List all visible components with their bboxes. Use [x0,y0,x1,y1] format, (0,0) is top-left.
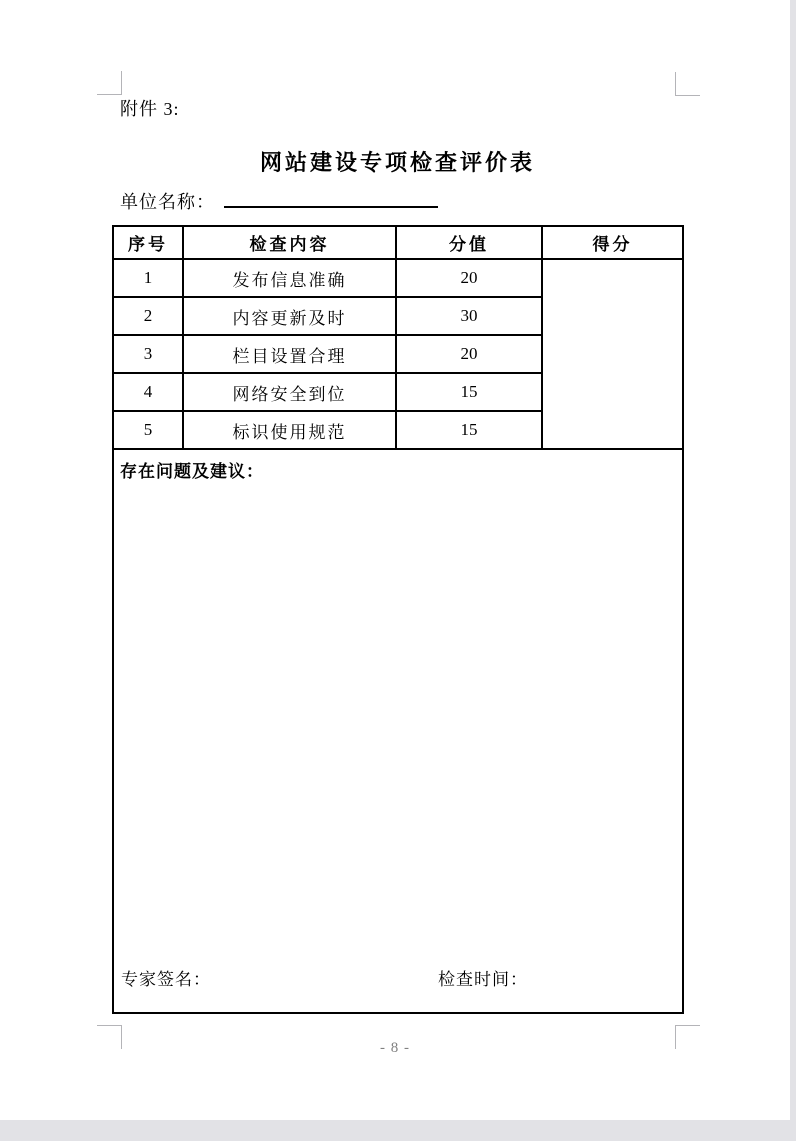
problems-label: 存在问题及建议： [120,462,264,481]
row-content: 网络安全到位 [183,373,396,411]
page-number: - 8 - [380,1040,410,1056]
row-score-value: 15 [396,411,542,449]
header-no: 序号 [113,226,183,259]
attachment-label: 附件 3: [120,99,180,119]
signature-row [121,965,682,990]
evaluation-table [112,225,684,1014]
score-merged-cell[interactable] [542,259,683,449]
form-title: 网站建设专项检查评价表 [259,150,535,175]
row-score-value: 15 [396,373,542,411]
header-score: 得分 [542,226,683,259]
row-no: 3 [113,335,183,373]
expert-signature-label: 专家签名： [121,970,211,989]
unit-name-blank-line[interactable] [224,188,438,208]
header-content: 检查内容 [183,226,396,259]
row-content: 发布信息准确 [183,259,396,297]
table-header-row [113,226,683,259]
row-score-value: 20 [396,335,542,373]
header-score-value: 分值 [396,226,542,259]
unit-name-row [120,188,438,214]
row-no: 2 [113,297,183,335]
row-content: 标识使用规范 [183,411,396,449]
problems-cell[interactable] [113,449,683,1013]
row-no: 5 [113,411,183,449]
unit-name-label: 单位名称： [120,192,215,212]
row-score-value: 20 [396,259,542,297]
row-content: 栏目设置合理 [183,335,396,373]
row-no: 4 [113,373,183,411]
table-problems-row [113,449,683,1013]
text-boundary-mark-top-left [97,71,122,95]
table-row [113,259,683,297]
inspection-time-label: 检查时间： [438,970,528,989]
row-no: 1 [113,259,183,297]
row-score-value: 30 [396,297,542,335]
row-content: 内容更新及时 [183,297,396,335]
text-boundary-mark-top-right [675,72,700,96]
